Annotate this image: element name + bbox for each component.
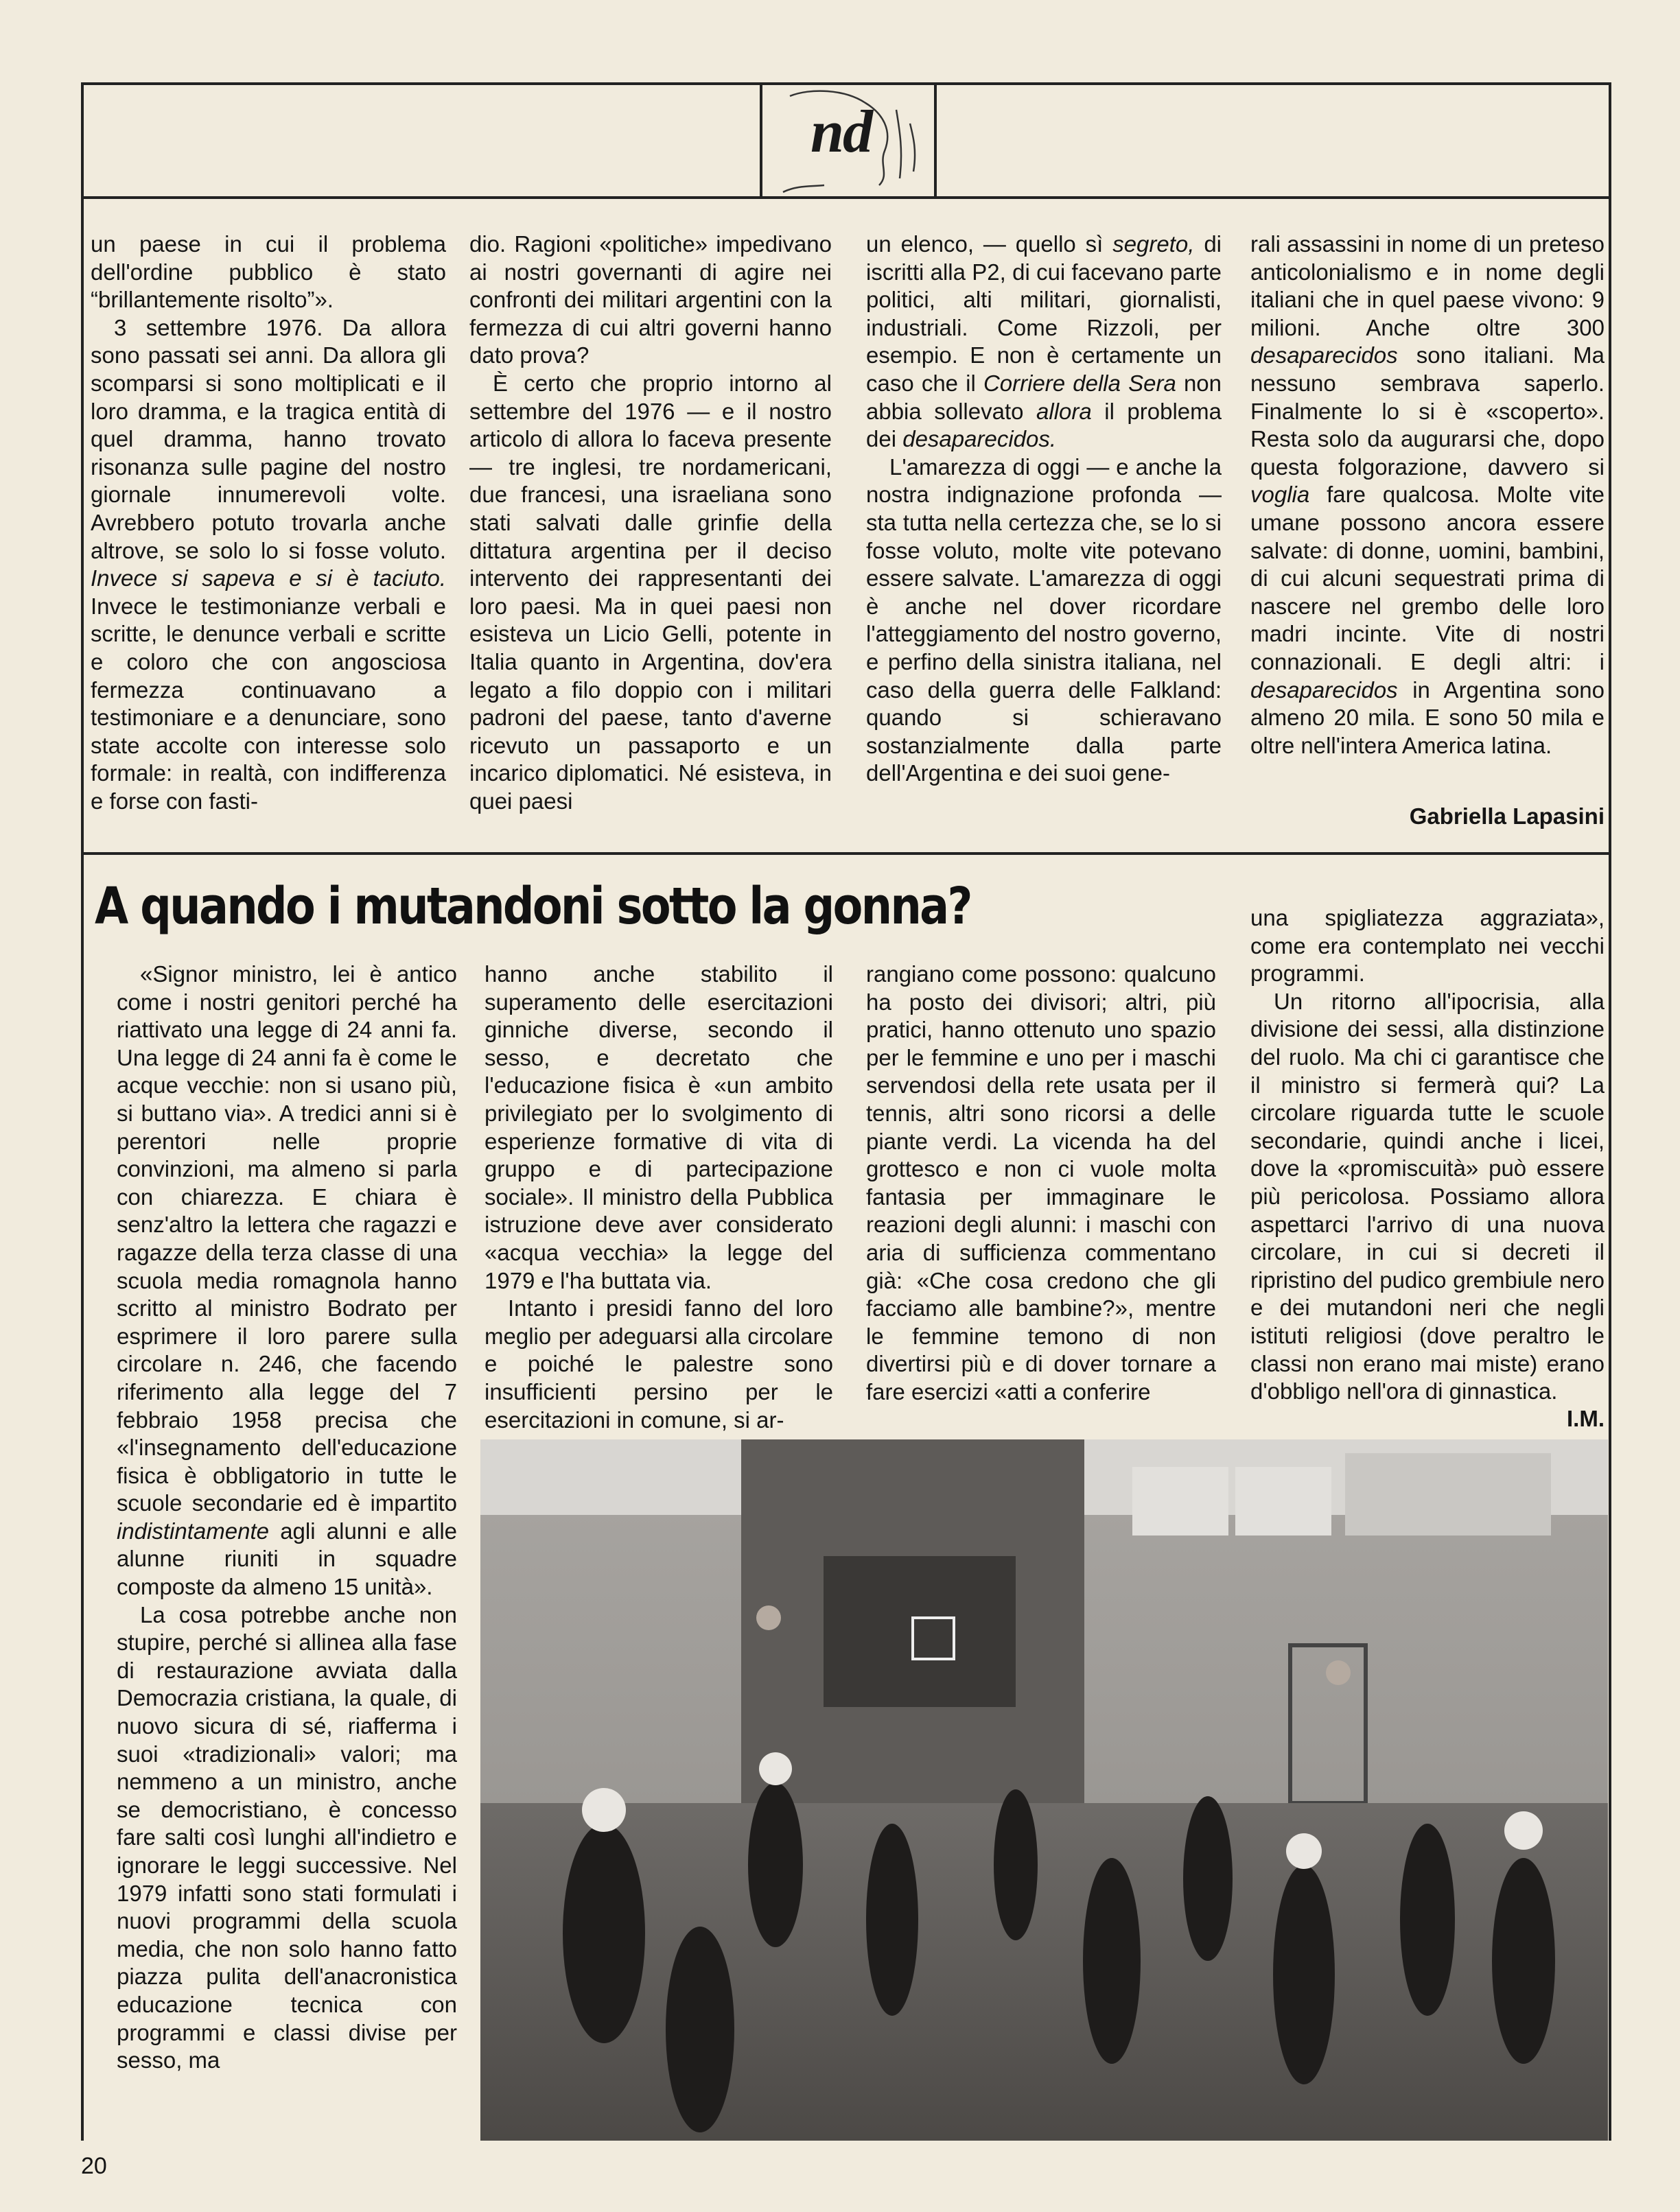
page-number: 20 bbox=[81, 2153, 107, 2179]
article1-signature: Gabriella Lapasini bbox=[1409, 803, 1605, 829]
paragraph: Intanto i presidi fanno del loro meglio per adeguarsi alla circolare e poiché le palestre sono insufficienti persino per le esercitazioni in comune, si ar- bbox=[485, 1295, 833, 1433]
article2-signature: I.M. bbox=[1567, 1406, 1605, 1431]
paragraph: È certo che proprio intorno al settembre del 1976 — e il nostro articolo di allora lo faceva presente — tre inglesi, tre nordamericani, due francesi, una israeliana sono stati salvati dalle grinfie della dittatura argentina per il deciso intervento dei rappresentanti dei loro paesi. Ma in quei paesi non esisteva un Licio Gelli, potente in Italia quanto in Argentina, dov'era legato a filo doppio con i militari padroni del paese, tanto d'averne ricevuto un passaporto e un incarico diplomatici. Né esisteva, in quei paesi bbox=[469, 370, 832, 814]
paragraph: un paese in cui il problema dell'ordine pubblico è stato “brillantemente risolto”». bbox=[91, 231, 446, 313]
paragraph: La cosa potrebbe anche non stupire, perché si allinea alla fase di restaurazione avviata dalla Democrazia cristiana, la quale, di nuovo sicura di sé, riafferma i suoi «tradizionali» valori; ma nemmeno a un ministro, anche se democristiano, è concesso fare salti così lunghi all'indietro e ignorare le leggi successive. Nel 1979 infatti sono stati formulati i nuovi programmi della scuola media, che non solo hanno fatto piazza pulita dell'anacronistica educazione tecnica con programmi e classi divise per sesso, ma bbox=[117, 1601, 457, 2073]
gymnasium-scene-image bbox=[480, 1439, 1608, 2141]
article2-column-2 bbox=[485, 961, 833, 1434]
article1-column-4 bbox=[1250, 231, 1605, 814]
article1-column-3 bbox=[866, 231, 1222, 841]
logo-lettering: nd bbox=[810, 99, 872, 165]
masthead-logo bbox=[760, 82, 937, 199]
paragraph: una spigliatezza aggraziata», come era contemplato nei vecchi programmi. bbox=[1250, 905, 1605, 987]
article1-column-2 bbox=[469, 231, 832, 841]
article-divider bbox=[81, 852, 1611, 855]
paragraph: rangiano come possono: qualcuno ha posto dei divisori; altri, più pratici, hanno ottenuto uno spazio per le femmine e uno per i maschi servendosi della rete usata per il tennis, altri sono ricorsi a delle piante verdi. La vicenda ha del grottesco e non ci vuole molta fantasia per immaginare le reazioni degli alunni: i maschi con aria di sufficienza commentano già: «Che cosa credono che gli facciamo alle bambine?», mentre le femmine temono di non divertirsi più e di dover tornare a fare esercizi «atti a conferire bbox=[866, 961, 1216, 1404]
paragraph: rali assassini in nome di un preteso anticolonialismo e in nome degli italiani che in quel paese vivono: 9 milioni. Anche oltre 300 desaparecidos sono italiani. Ma nessuno sembrava saperlo. Finalmente lo si è «scoperto». Resta solo da augurarsi che, dopo questa folgorazione, davvero si voglia fare qualcosa. Molte vite umane possono ancora essere salvate: di donne, uomini, bambini, di cui alcuni sequestrati prima di nascere nel grembo delle loro madri incinte. Vite di nostri connazionali. E degli altri: i desaparecidos in Argentina sono almeno 20 mila. E sono 50 mila e oltre nell'intera America latina. bbox=[1250, 231, 1605, 758]
paragraph: Un ritorno all'ipocrisia, alla divisione dei sessi, alla distinzione del ruolo. Ma chi ci garantisce che il ministro si fermerà qui? La circolare riguarda tutte le scuole secondarie, quindi anche i licei, dove la «promiscuità» può essere più pericolosa. Possiamo allora aspettarci l'arrivo di una nuova circolare, in cui si decreti il ripristino del pudico grembiule nero e dei mutandoni neri che negli istituti religiosi (dove peraltro le classi non erano mai miste) erano d'obbligo nell'ora di ginnastica. bbox=[1250, 988, 1605, 1404]
article2-column-4 bbox=[1250, 904, 1605, 1433]
article2-column-1 bbox=[117, 961, 457, 2134]
paragraph: «Signor ministro, lei è antico come i nostri genitori perché ha riattivato una legge di 24 anni fa. Una legge di 24 anni fa è come le acque vecchie: non si usano più, si buttano via». A tredici anni si è perentori nelle proprie convinzioni, ma almeno si parla con chiarezza. E chiara è senz'altro la lettera che ragazzi e ragazze della terza classe di una scuola media romagnola hanno scritto al ministro Bodrato per esprimere il loro parere sulla circolare n. 246, che facendo riferimento alla legge del 7 febbraio 1958 precisa che «l'insegnamento dell'educazione fisica è obbligatorio in tutte le scuole secondarie ed è impartito indistintamente agli alunni e alle alunne riuniti in squadre composte da almeno 15 unità». bbox=[117, 961, 457, 1600]
article1-column-1 bbox=[91, 231, 446, 841]
article2-headline: A quando i mutandoni sotto la gonna? bbox=[95, 877, 971, 936]
paragraph: dio. Ragioni «politiche» impedivano ai nostri governanti di agire nei confronti dei militari argentini con la fermezza di cui altri governi hanno dato prova? bbox=[469, 231, 832, 368]
paragraph: un elenco, — quello sì segreto, di iscritti alla P2, di cui facevano parte politici, alti militari, giornalisti, industriali. Come Rizzoli, per esempio. E non è certamente un caso che il Corriere della Sera non abbia sollevato allora il problema dei desaparecidos. bbox=[866, 231, 1222, 452]
paragraph: L'amarezza di oggi — e anche la nostra indignazione profonda — sta tutta nella certezza che, se lo si fosse voluto, molte vite potevano essere salvate. L'amarezza di oggi è anche nel dover ricordare l'atteggiamento del nostro governo, e perfino della sinistra italiana, nel caso della guerra delle Falkland: quando si schieravano sostanzialmente dalla parte dell'Argentina e dei suoi gene- bbox=[866, 454, 1222, 786]
article2-column-3 bbox=[866, 961, 1216, 1434]
paragraph: hanno anche stabilito il superamento delle esercitazioni ginniche diverse, secondo il sesso, e decretato che l'educazione fisica è «un ambito privilegiato per lo svolgimento di esperienze formative di vita di gruppo e di partecipazione sociale». Il ministro della Pubblica istruzione deve aver considerato «acqua vecchia» la legge del 1979 e l'ha buttata via. bbox=[485, 961, 833, 1293]
paragraph: 3 settembre 1976. Da allora sono passati sei anni. Da allora gli scomparsi si sono moltiplicati e il loro dramma, e la tragica entità di quel dramma, hanno trovato risonanza sulle pagine del nostro giornale innumerevoli volte. Avrebbero potuto trovarla anche altrove, se solo lo si fosse voluto. Invece si sapeva e si è taciuto. Invece le testimonianze verbali e scritte, le denunce verbali e scritte e coloro che con angosciosa fermezza continuavano a testimoniare e a denunciare, sono state accolte con interesse solo formale: in realtà, con indifferenza e forse con fasti- bbox=[91, 314, 446, 814]
gym-photo bbox=[480, 1439, 1608, 2141]
